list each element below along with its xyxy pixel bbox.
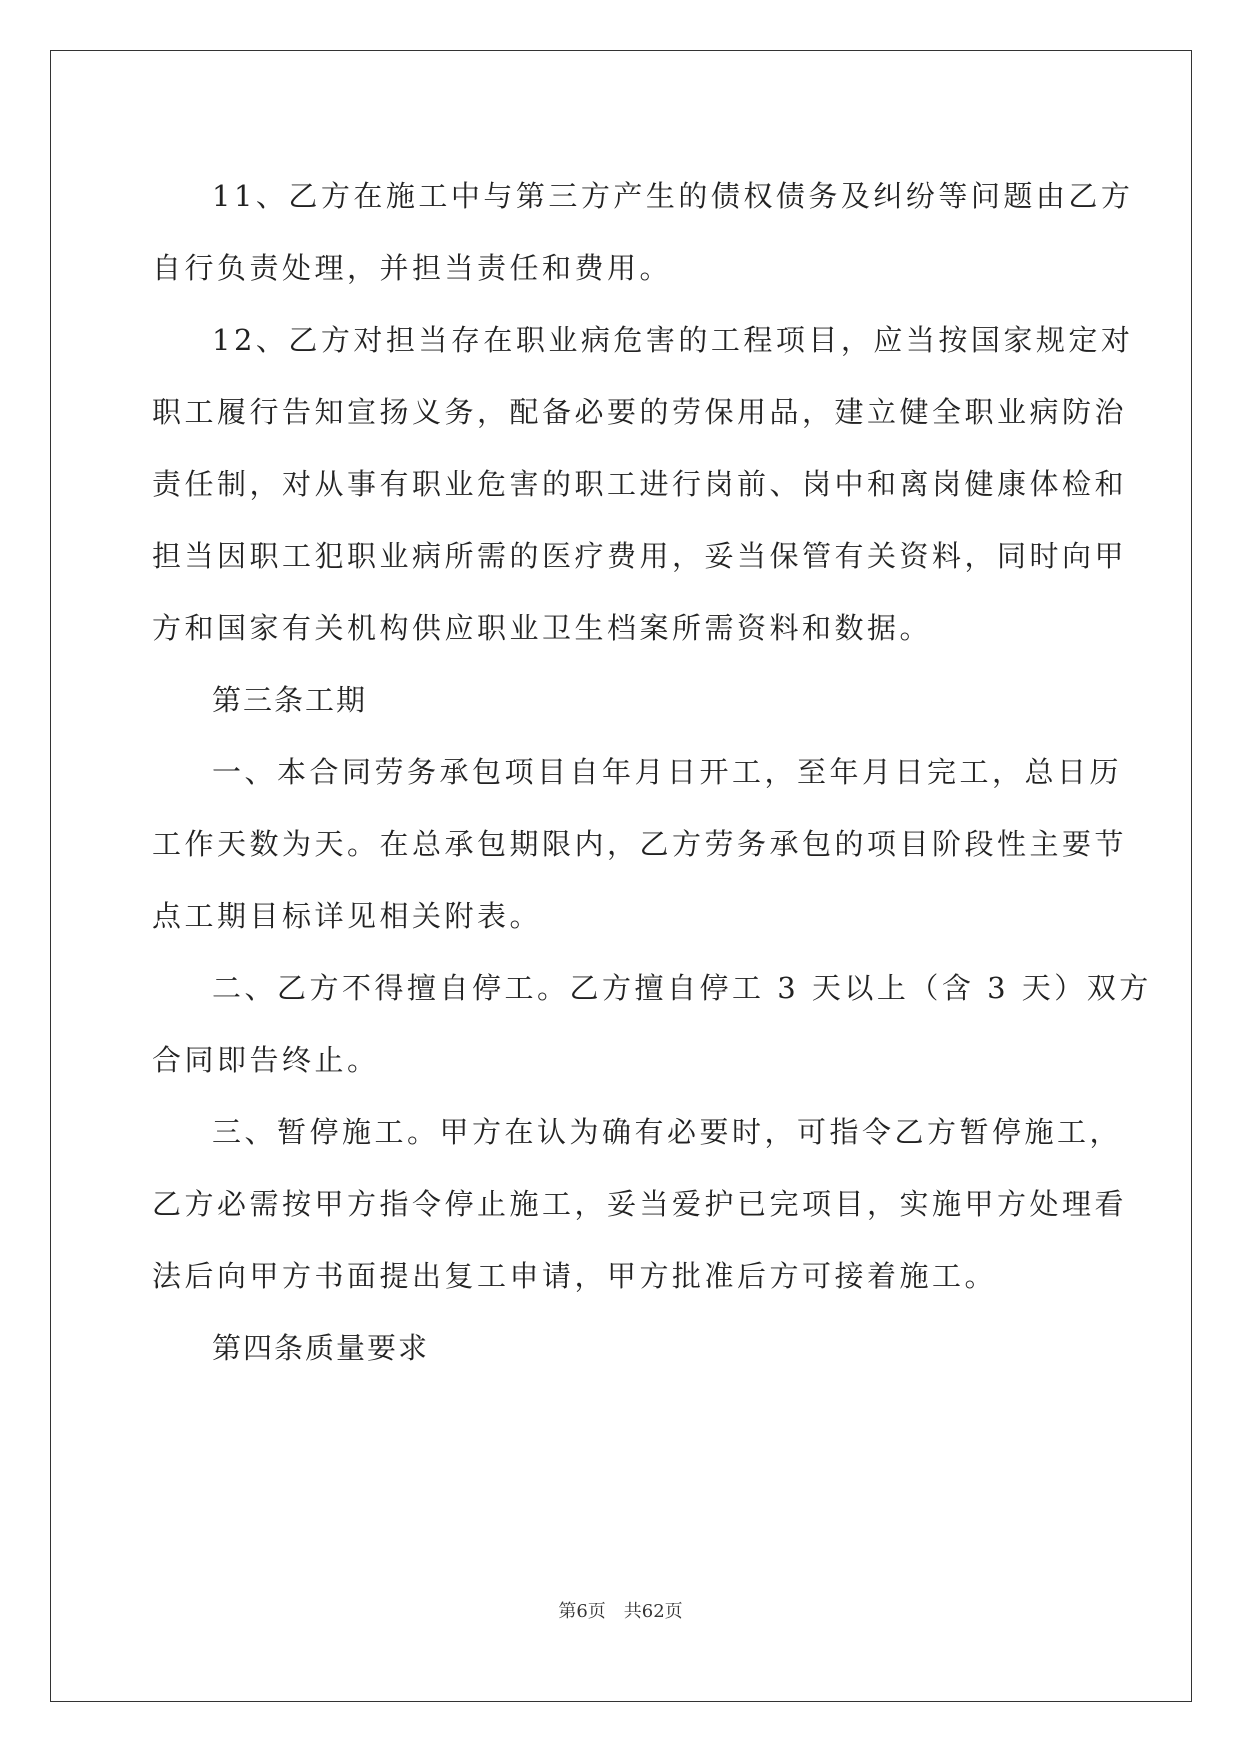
section3-item-1 [152, 736, 1128, 952]
page-footer [0, 1597, 1241, 1623]
text-line: 乙方必需按甲方指令停止施工，妥当爱护已完项目，实施甲方处理看 [152, 1187, 1128, 1221]
total-pages-number: 62 [641, 1601, 665, 1622]
section-heading-4: 第四条质量要求 [212, 1331, 430, 1365]
total-label-prefix: 共 [623, 1601, 642, 1622]
text-line: 合同即告终止。 [152, 1043, 380, 1077]
text-line: 三、暂停施工。甲方在认为确有必要时，可指令乙方暂停施工， [212, 1115, 1123, 1149]
text-line: 一、本合同劳务承包项目自年月日开工，至年月日完工，总日历 [212, 755, 1123, 789]
current-page-number: 6 [576, 1601, 588, 1622]
section3-item-3 [152, 1096, 1128, 1312]
text-line: 工作天数为天。在总承包期限内，乙方劳务承包的项目阶段性主要节 [152, 827, 1128, 861]
page-label-suffix: 页 [587, 1601, 606, 1622]
total-label-suffix: 页 [664, 1601, 683, 1622]
paragraph-12 [152, 304, 1134, 664]
text-line: 担当因职工犯职业病所需的医疗费用，妥当保管有关资料，同时向甲 [152, 539, 1128, 573]
section3-item-2 [152, 952, 1152, 1096]
text-line: 点工期目标详见相关附表。 [152, 899, 543, 933]
text-line: 方和国家有关机构供应职业卫生档案所需资料和数据。 [152, 611, 933, 645]
text-line: 二、乙方不得擅自停工。乙方擅自停工 3 天以上（含 3 天）双方 [212, 971, 1152, 1005]
text-line: 11、乙方在施工中与第三方产生的债权债务及纠纷等问题由乙方 [212, 179, 1134, 213]
paragraph-11 [152, 160, 1134, 304]
text-line: 12、乙方对担当存在职业病危害的工程项目，应当按国家规定对 [212, 323, 1134, 357]
text-line: 责任制，对从事有职业危害的职工进行岗前、岗中和离岗健康体检和 [152, 467, 1128, 501]
document-body [152, 160, 1152, 1384]
text-line: 法后向甲方书面提出复工申请，甲方批准后方可接着施工。 [152, 1259, 998, 1293]
text-line: 自行负责处理，并担当责任和费用。 [152, 251, 673, 285]
section-heading-3: 第三条工期 [212, 683, 368, 717]
page-label-prefix: 第 [558, 1601, 577, 1622]
text-line: 职工履行告知宣扬义务，配备必要的劳保用品，建立健全职业病防治 [152, 395, 1128, 429]
